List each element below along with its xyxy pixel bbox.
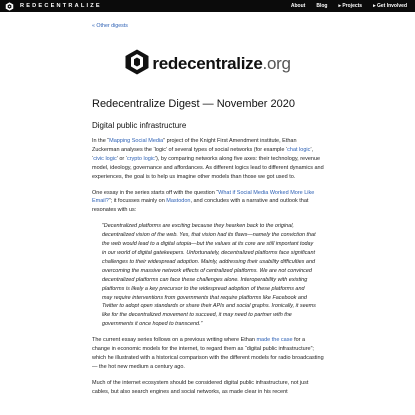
nav-get-involved-label: Get Involved	[376, 3, 407, 9]
paragraph-3	[92, 336, 324, 372]
p1-text-d: ’ or ‘	[116, 155, 127, 162]
p3-text-b: for a change in economic models for the internet, to regard them as “digital public infrastructure”; which he illustrated with a historical comparison with the different models for radio broadcasting — the hot new medium a century ago.	[92, 337, 324, 370]
p1-text-a: In the “	[92, 138, 110, 144]
p2-text-c: , and concludes with a narrative and outlook that resonates with us:	[92, 198, 309, 214]
paragraph-4	[92, 379, 324, 397]
nav-about[interactable]: About	[290, 3, 306, 9]
mastodon-link[interactable]: Mastodon	[166, 198, 191, 205]
hero-logo	[92, 47, 324, 81]
other-digests-link[interactable]: « Other digests	[92, 23, 128, 29]
redecentralize-logo-icon[interactable]	[5, 2, 14, 11]
quote-block: “Decentralized platforms are exciting because they hearken back to the original, decentralized vision of the web. Yes, that vision had its flaws—namely the conviction that the web would lead to a digital utopia—but the values at its core are still important today in our world of digital gatekeepers. Unfortunately, decentralized platforms face significant challenges to their widespread adoption. Mainly, addressing their usability difficulties and overcoming the massive network effects of centralized platforms. We are not convinced decentralized platforms can face these challenges alone. Interoperability with existing platforms is likely a key precursor to the widespread adoption of these platforms and may require interventions from governments that require platforms like Facebook and Twitter to adopt open standards or share their APIs and social graphs. Ironically, it seems like for the decentralized movement to succeed, it may need to partner with the governments it once hoped to transcend.”	[102, 223, 316, 328]
chat-logic-link[interactable]: chat logic	[287, 146, 311, 153]
crypto-logic-link[interactable]: crypto logic	[126, 155, 155, 162]
hexagon-logo-icon	[125, 49, 149, 80]
p3-text-a: The current essay series follows on a previous writing where Ethan	[92, 337, 257, 344]
hero-wordmark	[152, 54, 290, 74]
p1-text-b: ” project of the Knight First Amendment institute, Ethan Zuckerman analyses the ‘logic’ of several types of social networks (for example ‘	[92, 138, 297, 153]
civic-logic-link[interactable]: civic logic	[93, 155, 117, 162]
nav-projects-label: Projects	[342, 3, 363, 9]
page-title: Redecentralize Digest — November 2020	[92, 98, 295, 110]
brand-name[interactable]: REDECENTRALIZE	[20, 3, 102, 9]
section-heading: Digital public infrastructure	[92, 121, 187, 130]
p2-text-b: ”; it focusses mainly on	[108, 198, 167, 205]
nav-projects[interactable]: ▸ Projects	[338, 3, 363, 9]
nav-get-involved[interactable]: ▸ Get Involved	[373, 3, 407, 9]
p1-text-c: ’, ‘	[92, 146, 314, 162]
main-nav	[291, 3, 407, 9]
article-content	[92, 12, 324, 397]
top-navigation-bar	[0, 0, 415, 12]
nav-blog[interactable]: Blog	[316, 3, 328, 9]
social-media-email-link[interactable]: What if Social Media Worked More Like Email?	[92, 189, 315, 205]
p1-text-e: ’), by comparing networks along five axes: their technology, revenue model, ideology, governance and affordances. As different logics lead to different dynamics and experiences, the goal is to help us imagine other models than those we got used to.	[92, 155, 324, 180]
hero-tld: .org	[262, 54, 291, 73]
p4-text-a: Much of the internet ecosystem should be considered digital public infrastructure, not just cables, but also search engines and social networks, as made clear in his recent	[92, 379, 309, 395]
hero-name: redecentralize	[152, 54, 263, 73]
p2-text-a: One essay in the series starts off with the question “	[92, 189, 219, 196]
paragraph-1	[92, 137, 324, 182]
paragraph-2	[92, 189, 324, 216]
made-the-case-link[interactable]: made the case	[256, 337, 293, 344]
mapping-social-media-link[interactable]: Mapping Social Media	[109, 138, 164, 144]
